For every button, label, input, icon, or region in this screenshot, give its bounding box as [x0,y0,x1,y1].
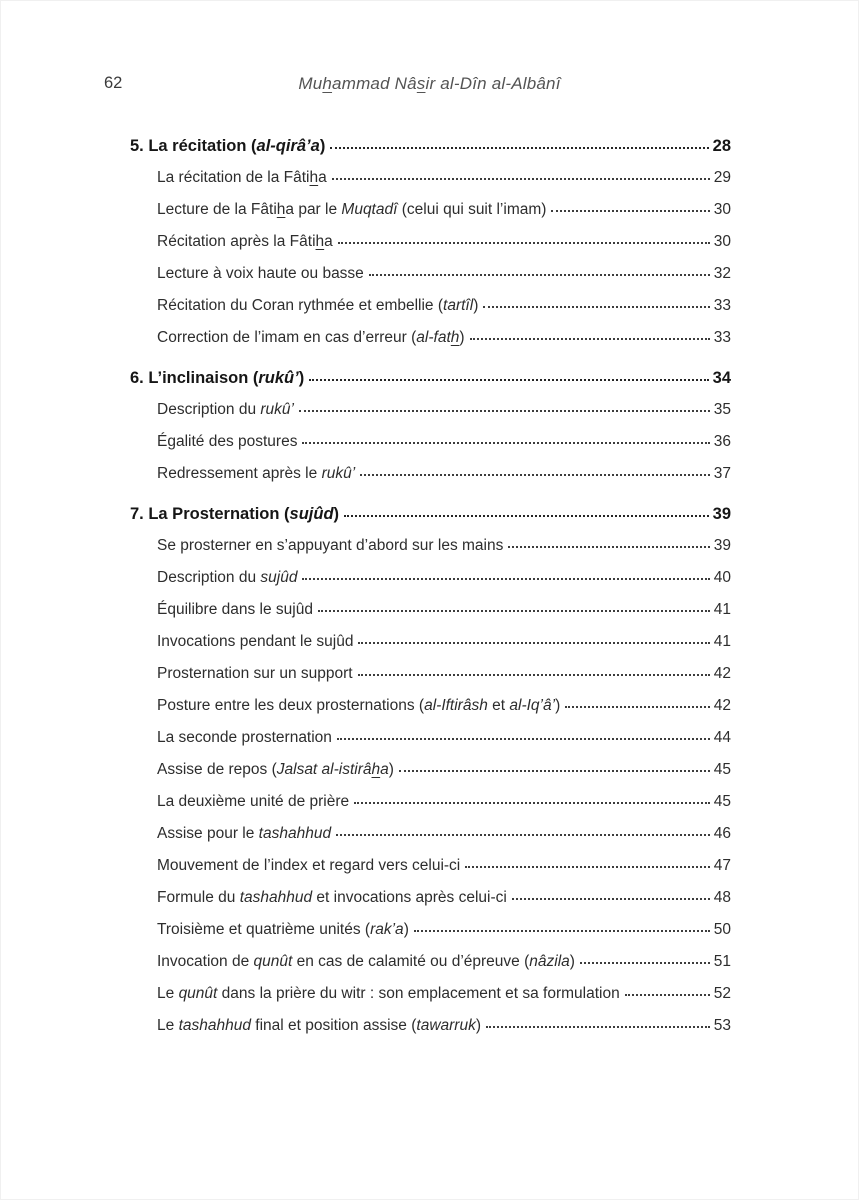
dot-leader [512,898,710,900]
text-segment: Invocations pendant le sujûd [157,633,354,650]
text-segment: La deuxième unité de prière [157,793,350,810]
text-segment: rak’a [370,921,404,938]
toc-entry [130,594,731,626]
text-segment: al-Iftirâsh [424,697,488,714]
toc-entry-page-number: 42 [713,697,731,714]
text-segment: 5. La récitation ( [130,137,257,155]
dot-leader [465,866,710,868]
text-segment: qunût [253,953,293,970]
toc-entry-page-number: 33 [713,329,731,346]
toc-entry-page-number: 48 [713,889,731,906]
dot-leader [358,642,709,644]
toc-entry-title [157,194,546,226]
text-segment: s [416,74,426,93]
toc-entry [130,914,731,946]
text-segment: 6. L’inclinaison ( [130,369,259,387]
toc-entry-title [157,818,331,850]
page-header [0,74,859,98]
toc-entry-title [157,226,333,258]
dot-leader [337,738,710,740]
toc-section-heading [130,498,731,530]
toc-entry-page-number: 39 [712,505,731,523]
toc-entry-page-number: 39 [713,537,731,554]
text-segment: Se prosterner en s’appuyant d’abord sur les mains [157,537,504,554]
toc-entry-page-number: 32 [713,265,731,282]
dot-leader [354,802,710,804]
text-segment: (celui qui suit l’imam) [397,201,547,218]
toc-entry [130,978,731,1010]
dot-leader [580,962,710,964]
toc-entry [130,626,731,658]
text-segment: h [276,201,286,218]
text-segment: h [309,169,319,186]
toc-entry [130,722,731,754]
toc-entry-title [157,322,465,354]
text-segment: ) [319,137,326,155]
dot-leader [625,994,710,996]
dot-leader [358,674,710,676]
toc-entry-title [157,658,353,690]
text-segment: h [315,233,325,250]
toc-entry [130,162,731,194]
toc-entry-title [157,530,503,562]
toc-section-heading [130,130,731,162]
text-segment: tawarruk [416,1017,476,1034]
toc-entry-title [130,498,339,530]
text-segment: Le [157,985,179,1002]
toc-entry-page-number: 37 [713,465,731,482]
toc-entry [130,690,731,722]
toc-entry [130,658,731,690]
text-segment: ) [569,953,575,970]
toc-entry [130,426,731,458]
text-segment: ) [459,329,465,346]
toc-entry-page-number: 51 [713,953,731,970]
text-segment: Troisième et quatrième unités ( [157,921,371,938]
toc-entry-page-number: 44 [713,729,731,746]
text-segment: et invocations après celui-ci [312,889,507,906]
toc-entry-page-number: 41 [713,633,731,650]
toc-entry-title [157,850,460,882]
folio-page-number: 62 [104,74,123,92]
toc-entry-title [157,786,349,818]
text-segment: Description du [157,569,261,586]
dot-leader [336,834,710,836]
dot-leader [551,210,709,212]
dot-leader [414,930,710,932]
toc-entry-page-number: 30 [713,233,731,250]
text-segment: al-fat [416,329,451,346]
dot-leader [330,147,708,149]
text-segment: tashahhud [178,1017,251,1034]
text-segment: ) [555,697,561,714]
toc-entry [130,818,731,850]
text-segment: ) [333,505,340,523]
text-segment: Récitation du Coran rythmée et embellie ( [157,297,444,314]
toc-section-heading [130,362,731,394]
toc-entry [130,562,731,594]
toc-entry-title [130,130,325,162]
text-segment: h [450,329,460,346]
dot-leader [338,242,710,244]
toc-entry [130,258,731,290]
text-segment: rukû’ [260,401,294,418]
toc-entry-title [157,562,297,594]
text-segment: Mouvement de l’index et regard vers celui-ci [157,857,461,874]
table-of-contents [130,122,731,1042]
text-segment: Récitation après la Fâti [157,233,316,250]
text-segment: nâzila [529,953,570,970]
toc-entry-title [157,946,575,978]
text-segment: ammad Nâ [332,74,417,93]
toc-entry-title [157,754,394,786]
toc-entry-title [157,426,297,458]
text-segment: final et position assise ( [250,1017,417,1034]
text-segment: ) [298,369,305,387]
toc-entry-page-number: 47 [713,857,731,874]
toc-entry [130,882,731,914]
text-segment: a [318,169,327,186]
toc-entry [130,226,731,258]
text-segment: Muqtadî [341,201,398,218]
toc-entry-page-number: 50 [713,921,731,938]
toc-entry-page-number: 40 [713,569,731,586]
text-segment: 7. La Prosternation ( [130,505,290,523]
text-segment: ) [473,297,479,314]
toc-entry-title [157,458,355,490]
toc-entry-page-number: 28 [712,137,731,155]
toc-entry-page-number: 41 [713,601,731,618]
dot-leader [302,442,709,444]
toc-entry-page-number: 46 [713,825,731,842]
text-segment: Correction de l’imam en cas d’erreur ( [157,329,417,346]
toc-entry-title [157,914,409,946]
dot-leader [302,578,709,580]
toc-entry [130,394,731,426]
toc-entry [130,754,731,786]
text-segment: h [322,74,333,93]
toc-entry-title [157,882,507,914]
text-segment: a par le [285,201,342,218]
text-segment: Lecture de la Fâti [157,201,277,218]
toc-entry-title [130,362,304,394]
toc-entry-page-number: 45 [713,793,731,810]
toc-entry-page-number: 52 [713,985,731,1002]
toc-entry [130,458,731,490]
text-segment: qunût [178,985,218,1002]
toc-entry-page-number: 30 [713,201,731,218]
dot-leader [369,274,710,276]
text-segment: Posture entre les deux prosternations ( [157,697,425,714]
text-segment: en cas de calamité ou d’épreuve ( [292,953,530,970]
toc-entry-page-number: 29 [713,169,731,186]
text-segment: sujûd [260,569,298,586]
toc-entry-page-number: 36 [713,433,731,450]
dot-leader [309,379,708,381]
text-segment: rukû’ [321,465,356,482]
toc-entry-title [157,722,332,754]
toc-entry-title [157,258,364,290]
dot-leader [483,306,709,308]
text-segment: tashahhud [239,889,313,906]
dot-leader [332,178,710,180]
text-segment: Assise pour le [157,825,259,842]
text-segment: sujûd [289,505,334,523]
dot-leader [486,1026,710,1028]
dot-leader [344,515,709,517]
toc-entry-title [157,978,620,1010]
dot-leader [470,338,710,340]
toc-entry-page-number: 34 [712,369,731,387]
toc-entry-page-number: 33 [713,297,731,314]
text-segment: rukû’ [258,369,299,387]
text-segment: Assise de repos ( [157,761,277,778]
text-segment: Égalité des postures [157,433,298,450]
text-segment: Formule du [157,889,240,906]
toc-entry [130,786,731,818]
text-segment: a [380,761,389,778]
toc-entry-title [157,626,353,658]
text-segment: La seconde prosternation [157,729,332,746]
toc-entry [130,194,731,226]
text-segment: La récitation de la Fâti [157,169,310,186]
toc-entry [130,530,731,562]
toc-entry-title [157,290,478,322]
text-segment: dans la prière du witr : son emplacement et sa formulation [217,985,620,1002]
text-segment: Jalsat al-istirâ [276,761,372,778]
text-segment: et [487,697,510,714]
text-segment: Prosternation sur un support [157,665,353,682]
dot-leader [318,610,710,612]
text-segment: ) [475,1017,481,1034]
text-segment: a [324,233,333,250]
text-segment: Lecture à voix haute ou basse [157,265,364,282]
toc-entry-page-number: 42 [713,665,731,682]
dot-leader [299,410,710,412]
dot-leader [360,474,710,476]
text-segment: tashahhud [258,825,332,842]
text-segment: ) [388,761,394,778]
text-segment: ) [403,921,409,938]
text-segment: al-qirâ’a [256,137,320,155]
text-segment: ir al-Dîn al-Albânî [425,74,561,93]
running-head [0,74,859,94]
text-segment: Équilibre dans le sujûd [157,601,313,618]
toc-entry-title [157,394,294,426]
text-segment: al-Iq’â’ [509,697,556,714]
toc-entry-title [157,162,327,194]
toc-entry [130,322,731,354]
toc-entry-title [157,690,560,722]
text-segment: Invocation de [157,953,254,970]
text-segment: h [371,761,381,778]
toc-entry-page-number: 53 [713,1017,731,1034]
dot-leader [399,770,710,772]
text-segment: Redressement après le [157,465,322,482]
text-segment: tartîl [443,297,474,314]
toc-entry [130,850,731,882]
toc-entry-page-number: 45 [713,761,731,778]
toc-entry-title [157,594,313,626]
toc-entry [130,290,731,322]
dot-leader [508,546,709,548]
text-segment: Le [157,1017,179,1034]
toc-entry [130,1010,731,1042]
text-segment: Mu [298,74,323,93]
dot-leader [565,706,710,708]
text-segment: Description du [157,401,261,418]
toc-entry-page-number: 35 [713,401,731,418]
toc-entry-title [157,1010,481,1042]
toc-entry [130,946,731,978]
